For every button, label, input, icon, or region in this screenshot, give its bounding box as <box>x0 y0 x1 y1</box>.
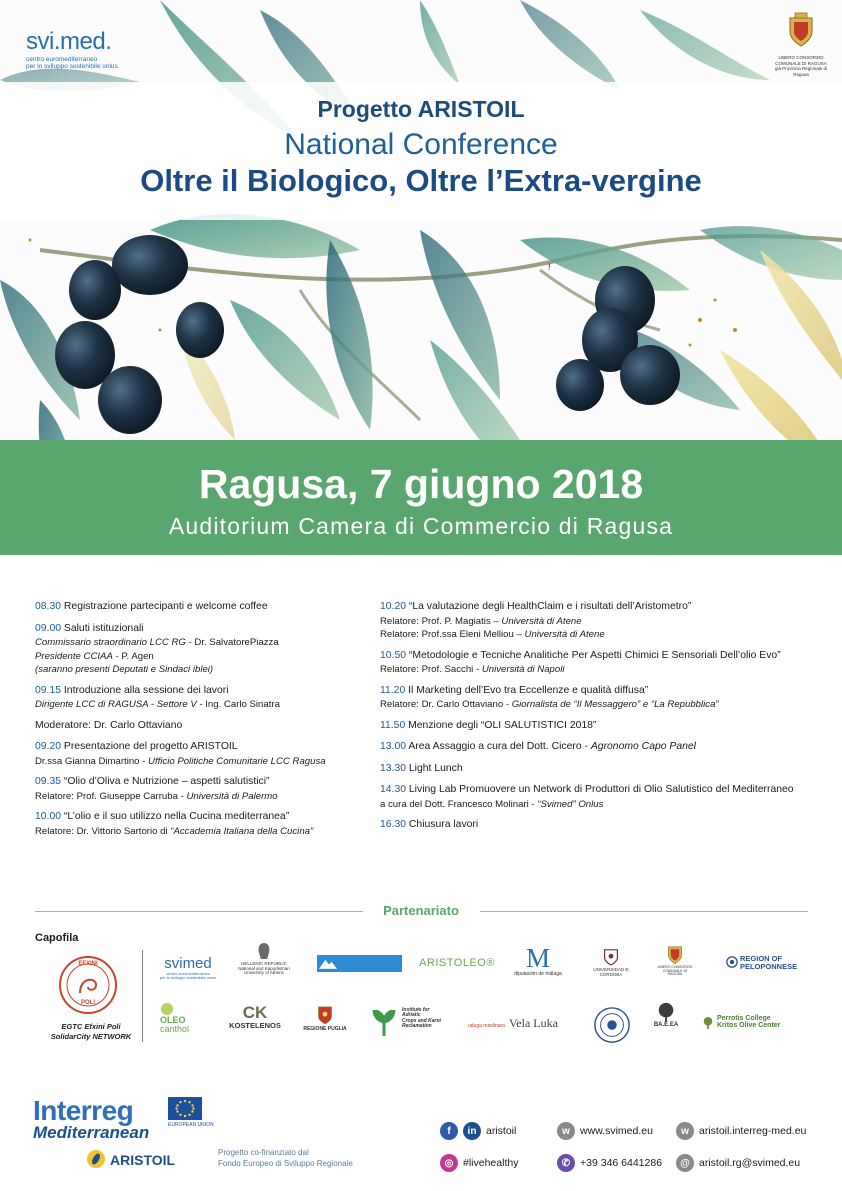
partner-cordoba-logo <box>585 948 637 977</box>
program-detail-text: Relatore: Prof. Giuseppe Carruba - <box>35 790 187 802</box>
project-title: Progetto ARISTOIL <box>317 96 525 122</box>
kostelenos-text: KOSTELENOS <box>229 1020 281 1030</box>
program-detail-line <box>35 636 365 650</box>
event-date: Ragusa, 7 giugno 2018 <box>198 461 644 507</box>
olive-leaf-icon <box>160 1002 174 1016</box>
oleo-text: OLEO <box>160 1015 186 1025</box>
partner-peloponnese-logo <box>740 955 802 971</box>
eu-flag-icon <box>168 1097 202 1120</box>
program-item <box>380 818 820 833</box>
program-title: Moderatore: Dr. Carlo Ottaviano <box>35 719 183 731</box>
peloponnese-emblem-icon <box>726 956 738 968</box>
program-time: 16.30 <box>380 819 407 830</box>
program-detail-text: Relatore: Prof. Sacchi - <box>380 664 482 675</box>
program-item <box>380 740 820 755</box>
program-detail-italic: Presidente CCIAA <box>35 650 113 662</box>
program-title: Saluti istituzionali <box>63 622 144 634</box>
program-item <box>35 719 365 734</box>
web-interreg-link[interactable]: aristoil.interreg-med.eu <box>699 1125 807 1137</box>
email-address[interactable]: aristoil.rg@svimed.eu <box>699 1157 801 1169</box>
phone-number[interactable]: +39 346 6441286 <box>580 1157 663 1169</box>
title-band <box>0 82 842 220</box>
program-left-column <box>35 600 365 845</box>
program-item-heading <box>380 740 820 755</box>
program-time: 09.15 <box>35 684 62 696</box>
program-item-heading <box>380 762 820 777</box>
interreg-wordmark: Interreg <box>33 1095 134 1126</box>
program-item-heading <box>380 783 820 798</box>
libero-line1: LIBERO CONSORZIO <box>778 55 824 60</box>
program-detail-affiliation: “Svimed” Onlus <box>537 798 604 810</box>
conference-label: National Conference <box>284 128 558 161</box>
program-title-italic: Agronomo Capo Panel <box>590 741 696 752</box>
program-item-heading <box>35 622 365 637</box>
web-contact-interreg <box>676 1122 806 1140</box>
perrotis-line1: Perrotis College <box>717 1015 771 1022</box>
svimed-logo-name: svi.med. <box>26 28 112 55</box>
program-detail-line <box>380 798 820 812</box>
web-icon-2: w <box>676 1122 694 1140</box>
program-detail-line <box>35 698 365 712</box>
program-time: 13.30 <box>380 762 407 774</box>
program-item-heading <box>380 719 820 734</box>
athens-emblem-icon <box>256 942 272 960</box>
program-item <box>380 600 820 642</box>
program-title: Registrazione partecipanti e welcome coffee <box>63 601 268 612</box>
libero-line3: già Provincia Regionale di Ragusa <box>774 66 828 77</box>
program-item-heading <box>380 684 820 699</box>
program-title: Living Lab Promuovere un Network di Produttori di Olio Salutistico del Mediterraneo <box>408 784 794 795</box>
program-detail-line <box>35 650 365 664</box>
program-item-heading <box>380 818 820 833</box>
crest-icon <box>786 12 816 48</box>
partner-puglia-logo <box>297 1005 353 1032</box>
libero-crest-icon <box>666 943 684 965</box>
cofin-line2: Fondo Europeo di Sviluppo Regionale <box>218 1158 353 1168</box>
capofila-separator <box>142 950 143 1042</box>
program-time: 10.20 <box>380 601 407 612</box>
program-time: 11.50 <box>380 719 406 731</box>
program-item <box>35 622 365 677</box>
puglia-crest-icon <box>317 1005 333 1025</box>
velaluka-name: Vela Luka <box>508 1016 558 1030</box>
linkedin-icon[interactable]: in <box>463 1122 481 1140</box>
eu-caption: EUROPEAN UNION <box>168 1122 214 1128</box>
puglia-text: REGIONE PUGLIA <box>303 1026 347 1032</box>
athens-line3: University of Athens <box>244 970 284 976</box>
malaga-m: M <box>525 943 550 973</box>
social-handle[interactable]: aristoil <box>486 1125 517 1137</box>
aristoil-wordmark: ARISTOIL <box>110 1152 176 1168</box>
program-time: 09.35 <box>35 776 62 787</box>
facebook-icon[interactable]: f <box>440 1122 458 1140</box>
cordoba-text: UNIVERSIDAD Ð CÓRDOBA <box>593 967 629 977</box>
program-detail-text: Relatore: Prof.ssa Eleni Melliou – <box>380 629 525 640</box>
program-detail-italic: Dirigente LCC di RAGUSA - Settore V <box>35 699 197 710</box>
program-time: 08.30 <box>35 601 62 612</box>
program-title: “Metodologie e Tecniche Analitiche Per Aspetti Chimici E Sensoriali Dell’olio Evo” <box>408 649 781 661</box>
web-icon: w <box>557 1122 575 1140</box>
viber-icon: ✆ <box>557 1154 575 1172</box>
tree-icon <box>655 1002 677 1022</box>
efxini-caption1: EGTC Efxini Poli <box>61 1022 121 1031</box>
svimed-logo-sub1: centro euromediterraneo <box>26 56 98 63</box>
program-time: 10.50 <box>380 649 407 661</box>
program-detail-text: - Dr. SalvatorePiazza <box>185 637 279 648</box>
email-icon: @ <box>676 1154 694 1172</box>
athens-line2: National and Kapodistrian <box>238 965 290 971</box>
peloponnese-line2: PELOPONNESE <box>740 961 798 971</box>
program-detail-text: Relatore: Dr. Vittorio Sartorio di <box>35 825 171 837</box>
svimed-logo-sub2: per lo sviluppo sostenibile onlus <box>26 63 118 70</box>
efxini-poli-logo <box>58 955 118 1015</box>
date-band <box>0 440 842 555</box>
kostelenos-mark: CK <box>242 1003 268 1022</box>
program-detail-italic: (saranno presenti Deputati e Sindaci iblei) <box>35 664 214 675</box>
velaluka-sub: uduga maslinara <box>468 1023 505 1029</box>
program-time: 10.00 <box>35 811 62 822</box>
program-detail-line <box>380 615 820 629</box>
program-time: 09.20 <box>35 741 62 752</box>
program-title: Chiusura lavori <box>408 819 479 830</box>
program-detail-affiliation: Università di Atene <box>501 615 582 627</box>
social-contact <box>440 1122 516 1140</box>
program-detail-affiliation: Università di Napoli <box>481 664 565 675</box>
cofin-line1: Progetto co-finanziato dal <box>218 1148 309 1157</box>
program-item <box>380 719 820 734</box>
program-time: 09.00 <box>35 622 62 634</box>
libero-consorzio-logo <box>770 12 832 77</box>
capofila-label: Capofila <box>35 932 79 944</box>
partner-blue-banner-logo <box>317 955 402 972</box>
program-time: 14.30 <box>380 784 407 795</box>
institute-line4: Reclamation <box>402 1022 432 1029</box>
partner-svimed-logo <box>158 956 218 980</box>
hashtag-contact <box>440 1154 518 1172</box>
program-item-heading <box>35 775 365 790</box>
program-detail-line <box>35 825 365 839</box>
program-item <box>380 649 820 677</box>
interreg-logo <box>33 1095 149 1143</box>
program-detail-line <box>380 663 820 677</box>
email-contact <box>676 1154 800 1172</box>
institute-line3: Crops and Karst <box>402 1017 441 1024</box>
program-title: Il Marketing dell’Evo tra Eccellenze e qualità diffusa” <box>408 684 649 696</box>
plant-icon <box>372 1010 396 1036</box>
cordoba-crest-icon <box>603 948 619 966</box>
mediterranean-wordmark: Mediterranean <box>33 1123 150 1142</box>
svimed-logo <box>26 28 136 70</box>
program-title: Introduzione alla sessione dei lavori <box>63 684 229 696</box>
program-item-heading <box>35 719 365 734</box>
program-detail-affiliation: “Accademia Italiana della Cucina” <box>170 825 314 837</box>
partner-perrotis-logo <box>702 1015 798 1030</box>
partner-libero-logo <box>655 943 695 977</box>
conference-title: Oltre il Biologico, Oltre l’Extra-vergine <box>140 163 702 198</box>
canthol-text: canthol <box>160 1024 190 1035</box>
program-item-heading <box>35 600 365 615</box>
program-item <box>35 740 365 768</box>
program-title: Menzione degli “OLI SALUTISTICI 2018” <box>408 719 597 731</box>
program-detail-text: - Ing. Carlo Sinatra <box>196 699 280 710</box>
efxini-logo-top: EFXINI <box>78 961 98 967</box>
mountain-icon <box>319 958 337 969</box>
perrotis-line2: Kritos Olive Center <box>717 1022 781 1030</box>
program-detail-text: Relatore: Dr. Carlo Ottaviano - <box>380 699 512 710</box>
program-detail-line <box>35 663 365 677</box>
program-item-heading <box>35 740 365 755</box>
program-right-column <box>380 600 820 840</box>
partner-baeea-logo <box>648 1002 684 1028</box>
program-detail-line <box>380 698 820 712</box>
seal-icon <box>593 1006 631 1044</box>
exclamation-mark: ! <box>548 262 551 272</box>
institute-line2: Adriatic <box>402 1012 421 1019</box>
cofinancing-note <box>218 1148 378 1169</box>
program-detail-affiliation: Università di Palermo <box>186 790 278 802</box>
partner-athens-logo <box>228 942 300 976</box>
program-detail-line <box>35 790 365 804</box>
program-item <box>35 600 365 615</box>
program-item <box>380 783 820 811</box>
program-detail-text: - P. Agen <box>112 650 154 662</box>
perrotis-tree-icon <box>702 1017 714 1029</box>
partner-seal-logo <box>592 1006 632 1046</box>
hero <box>0 0 842 555</box>
program-item <box>35 684 365 712</box>
program-item <box>35 810 365 838</box>
program-title: “La valutazione degli HealthClaim e i risultati dell’Aristometro” <box>408 601 692 612</box>
event-venue: Auditorium Camera di Commercio di Ragusa <box>168 513 674 539</box>
partner-svimed-name: svimed <box>164 955 212 972</box>
program-title: “L’olio e il suo utilizzo nella Cucina mediterranea” <box>63 811 290 822</box>
efxini-caption2: SolidarCity NETWORK <box>50 1032 132 1041</box>
program-item <box>35 775 365 803</box>
partner-malaga-logo <box>510 944 566 978</box>
program-detail-affiliation: Università di Atene <box>524 629 605 640</box>
program-detail-text: Dr.ssa Gianna Dimartino - <box>35 755 149 767</box>
institute-line1: Institute for <box>402 1007 430 1013</box>
web-svimed-link[interactable]: www.svimed.eu <box>580 1125 653 1137</box>
efxini-logo-bottom: POLI <box>80 1000 95 1006</box>
program-title: Area Assaggio a cura del Dott. Cicero - <box>408 741 591 752</box>
program-detail-text: Relatore: Prof. P. Magiatis – <box>380 615 502 627</box>
program-title: Presentazione del progetto ARISTOIL <box>63 741 238 752</box>
program-detail-italic: Commissario straordinario LCC RG <box>35 637 186 648</box>
program-time: 11.20 <box>380 684 406 696</box>
program-item <box>380 762 820 777</box>
program-item-heading <box>35 684 365 699</box>
libero-partner-text: LIBERO CONSORZIO COMUNALE DI RAGUSA <box>657 965 693 977</box>
partner-velaluka-logo <box>468 1017 578 1030</box>
athens-line1: HELLENIC REPUBLIC <box>241 961 287 966</box>
phone-contact <box>557 1154 662 1172</box>
partners-title: Partenariato <box>383 903 459 918</box>
partner-aristoleo-logo: ARISTOLEO® <box>419 957 495 969</box>
program-detail-affiliation: Giornalista de “Il Messaggero” e “La Repubblica” <box>511 699 719 710</box>
partner-kostelenos-logo <box>228 1004 282 1030</box>
program-item-heading <box>380 649 820 664</box>
program-item-heading <box>380 600 820 615</box>
program-detail-line <box>380 628 820 642</box>
baeea-text: ΒΑ.Ε.ΕΑ <box>653 1022 679 1028</box>
libero-line2: COMUNALE DI RAGUSA <box>775 60 827 66</box>
aristoil-olive-icon <box>86 1149 106 1169</box>
program-detail-text: a cura del Dott. Francesco Molinari - <box>380 798 538 810</box>
peloponnese-line1: REGION OF <box>740 954 783 963</box>
partner-svimed-sub2: per lo sviluppo sostenibile onlus <box>159 974 217 980</box>
partner-oleocanthol-logo <box>160 1002 215 1035</box>
program-item <box>380 684 820 712</box>
efxini-caption <box>36 1022 146 1042</box>
web-contact-svimed <box>557 1122 653 1140</box>
program-time: 13.00 <box>380 741 407 752</box>
program-title: “Olio d’Oliva e Nutrizione – aspetti salutistici” <box>63 776 270 787</box>
malaga-text: diputación de málaga <box>514 971 562 978</box>
program-item-heading <box>35 810 365 825</box>
hashtag-text: #livehealthy <box>463 1157 519 1169</box>
partner-institute-logo <box>372 1008 462 1029</box>
program-detail-affiliation: Ufficio Politiche Comunitarie LCC Ragusa <box>148 755 326 767</box>
program-title: Light Lunch <box>408 762 463 774</box>
instagram-icon[interactable]: ◎ <box>440 1154 458 1172</box>
program-detail-line <box>35 755 365 769</box>
partner-svimed-sub1: centro euromediterraneo <box>166 970 210 976</box>
